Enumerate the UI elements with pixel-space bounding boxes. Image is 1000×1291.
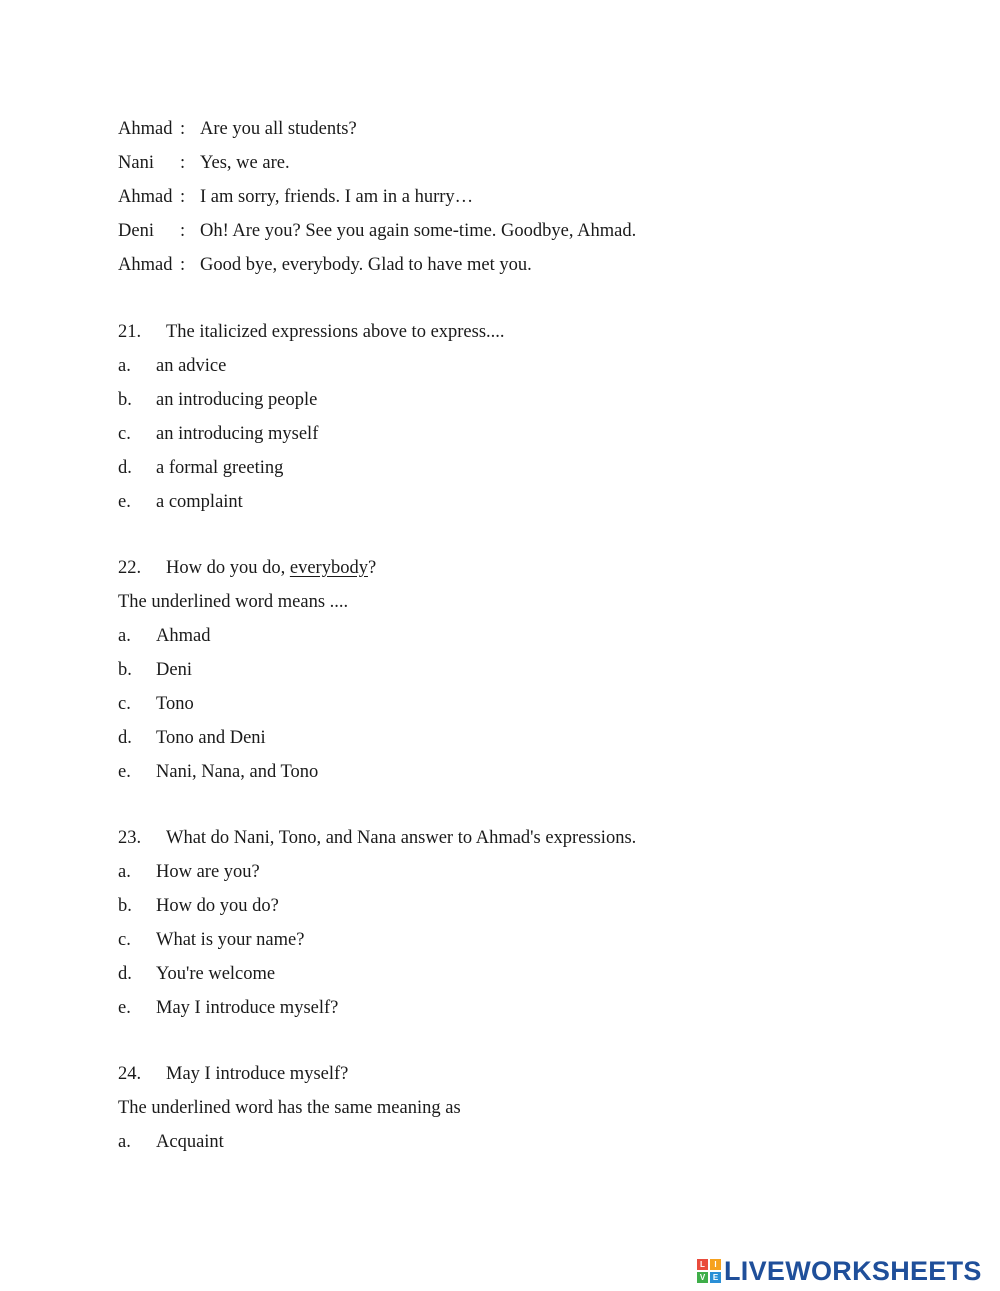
option-text: a formal greeting [156, 458, 284, 478]
dialogue-line: Ahmad : I am sorry, friends. I am in a hurry… [118, 185, 636, 219]
underlined-word: everybody [289, 558, 368, 578]
question-text: What do Nani, Tono, and Nana answer to Ahmad's expressions. [166, 828, 637, 848]
liveworksheets-logo [697, 1256, 982, 1286]
dialogue-line: Ahmad : Are you all students? [118, 117, 636, 151]
option-letter: b. [118, 660, 132, 680]
answer-option[interactable] [118, 490, 505, 524]
option-text: an advice [156, 356, 227, 376]
dialogue-text: I am sorry, friends. I am in a hurry… [200, 187, 474, 207]
option-text: Nani, Nana, and Tono [156, 762, 319, 782]
speaker-name: Ahmad [118, 255, 173, 275]
option-text: an introducing myself [156, 424, 319, 444]
dialogue [118, 117, 636, 287]
option-text: Tono and Deni [156, 728, 266, 748]
question-number: 23. [118, 828, 142, 848]
answer-option[interactable] [118, 692, 376, 726]
answer-option[interactable] [118, 456, 505, 490]
question-line [118, 826, 636, 860]
option-letter: a. [118, 626, 131, 646]
option-text: Ahmad [156, 626, 211, 646]
answer-option[interactable] [118, 422, 505, 456]
answer-option[interactable] [118, 1130, 461, 1164]
option-letter: b. [118, 896, 132, 916]
option-text: an introducing people [156, 390, 318, 410]
option-letter: e. [118, 492, 131, 512]
logo-block: I [710, 1259, 721, 1270]
speaker-name: Ahmad [118, 119, 173, 139]
option-text: How are you? [156, 862, 260, 882]
answer-option[interactable] [118, 860, 636, 894]
logo-text: LIVEWORKSHEETS [724, 1255, 982, 1286]
option-letter: d. [118, 728, 132, 748]
option-text: May I introduce myself? [156, 998, 339, 1018]
question-number: 22. [118, 558, 142, 578]
answer-option[interactable] [118, 658, 376, 692]
speaker-name: Ahmad [118, 187, 173, 207]
question-line [118, 320, 505, 354]
logo-block: L [697, 1259, 708, 1270]
dialogue-text: Are you all students? [200, 119, 357, 139]
question-line [118, 1062, 461, 1096]
question-22 [118, 556, 376, 794]
logo-blocks-icon [697, 1259, 721, 1283]
option-letter: b. [118, 390, 132, 410]
speaker-name: Nani [118, 153, 154, 173]
option-letter: c. [118, 424, 131, 444]
option-letter: e. [118, 998, 131, 1018]
question-subtext: The underlined word has the same meaning as [118, 1098, 461, 1118]
answer-option[interactable] [118, 726, 376, 760]
question-line [118, 556, 376, 590]
option-letter: c. [118, 930, 131, 950]
option-letter: c. [118, 694, 131, 714]
option-letter: d. [118, 458, 132, 478]
option-letter: a. [118, 356, 131, 376]
question-24 [118, 1062, 461, 1164]
dialogue-line: Deni : Oh! Are you? See you again some-time. Goodbye, Ahmad. [118, 219, 636, 253]
option-letter: e. [118, 762, 131, 782]
question-23 [118, 826, 636, 1030]
answer-option[interactable] [118, 928, 636, 962]
question-text: The italicized expressions above to express.... [166, 322, 505, 342]
option-text: Tono [156, 694, 194, 714]
answer-option[interactable] [118, 624, 376, 658]
logo-block: E [710, 1272, 721, 1283]
option-text: Acquaint [156, 1132, 224, 1152]
option-letter: a. [118, 862, 131, 882]
answer-option[interactable] [118, 760, 376, 794]
question-text: May I introduce myself? [166, 1064, 349, 1084]
question-number: 21. [118, 322, 142, 342]
dialogue-text: Yes, we are. [200, 153, 290, 173]
question-21 [118, 320, 505, 524]
answer-option[interactable] [118, 354, 505, 388]
option-text: What is your name? [156, 930, 305, 950]
speaker-name: Deni [118, 221, 154, 241]
option-text: a complaint [156, 492, 243, 512]
answer-option[interactable] [118, 962, 636, 996]
option-text: You're welcome [156, 964, 276, 984]
dialogue-text: Oh! Are you? See you again some-time. Goodbye, Ahmad. [200, 221, 637, 241]
dialogue-line: Nani : Yes, we are. [118, 151, 636, 185]
option-letter: a. [118, 1132, 131, 1152]
answer-option[interactable] [118, 388, 505, 422]
question-subtext: The underlined word means .... [118, 592, 349, 612]
answer-option[interactable] [118, 894, 636, 928]
logo-block: V [697, 1272, 708, 1283]
option-text: How do you do? [156, 896, 279, 916]
dialogue-text: Good bye, everybody. Glad to have met you. [200, 255, 532, 275]
question-text: How do you do, everybody? [166, 558, 377, 578]
option-letter: d. [118, 964, 132, 984]
question-number: 24. [118, 1064, 142, 1084]
answer-option[interactable] [118, 996, 636, 1030]
dialogue-line: Ahmad : Good bye, everybody. Glad to have met you. [118, 253, 636, 287]
option-text: Deni [156, 660, 192, 680]
